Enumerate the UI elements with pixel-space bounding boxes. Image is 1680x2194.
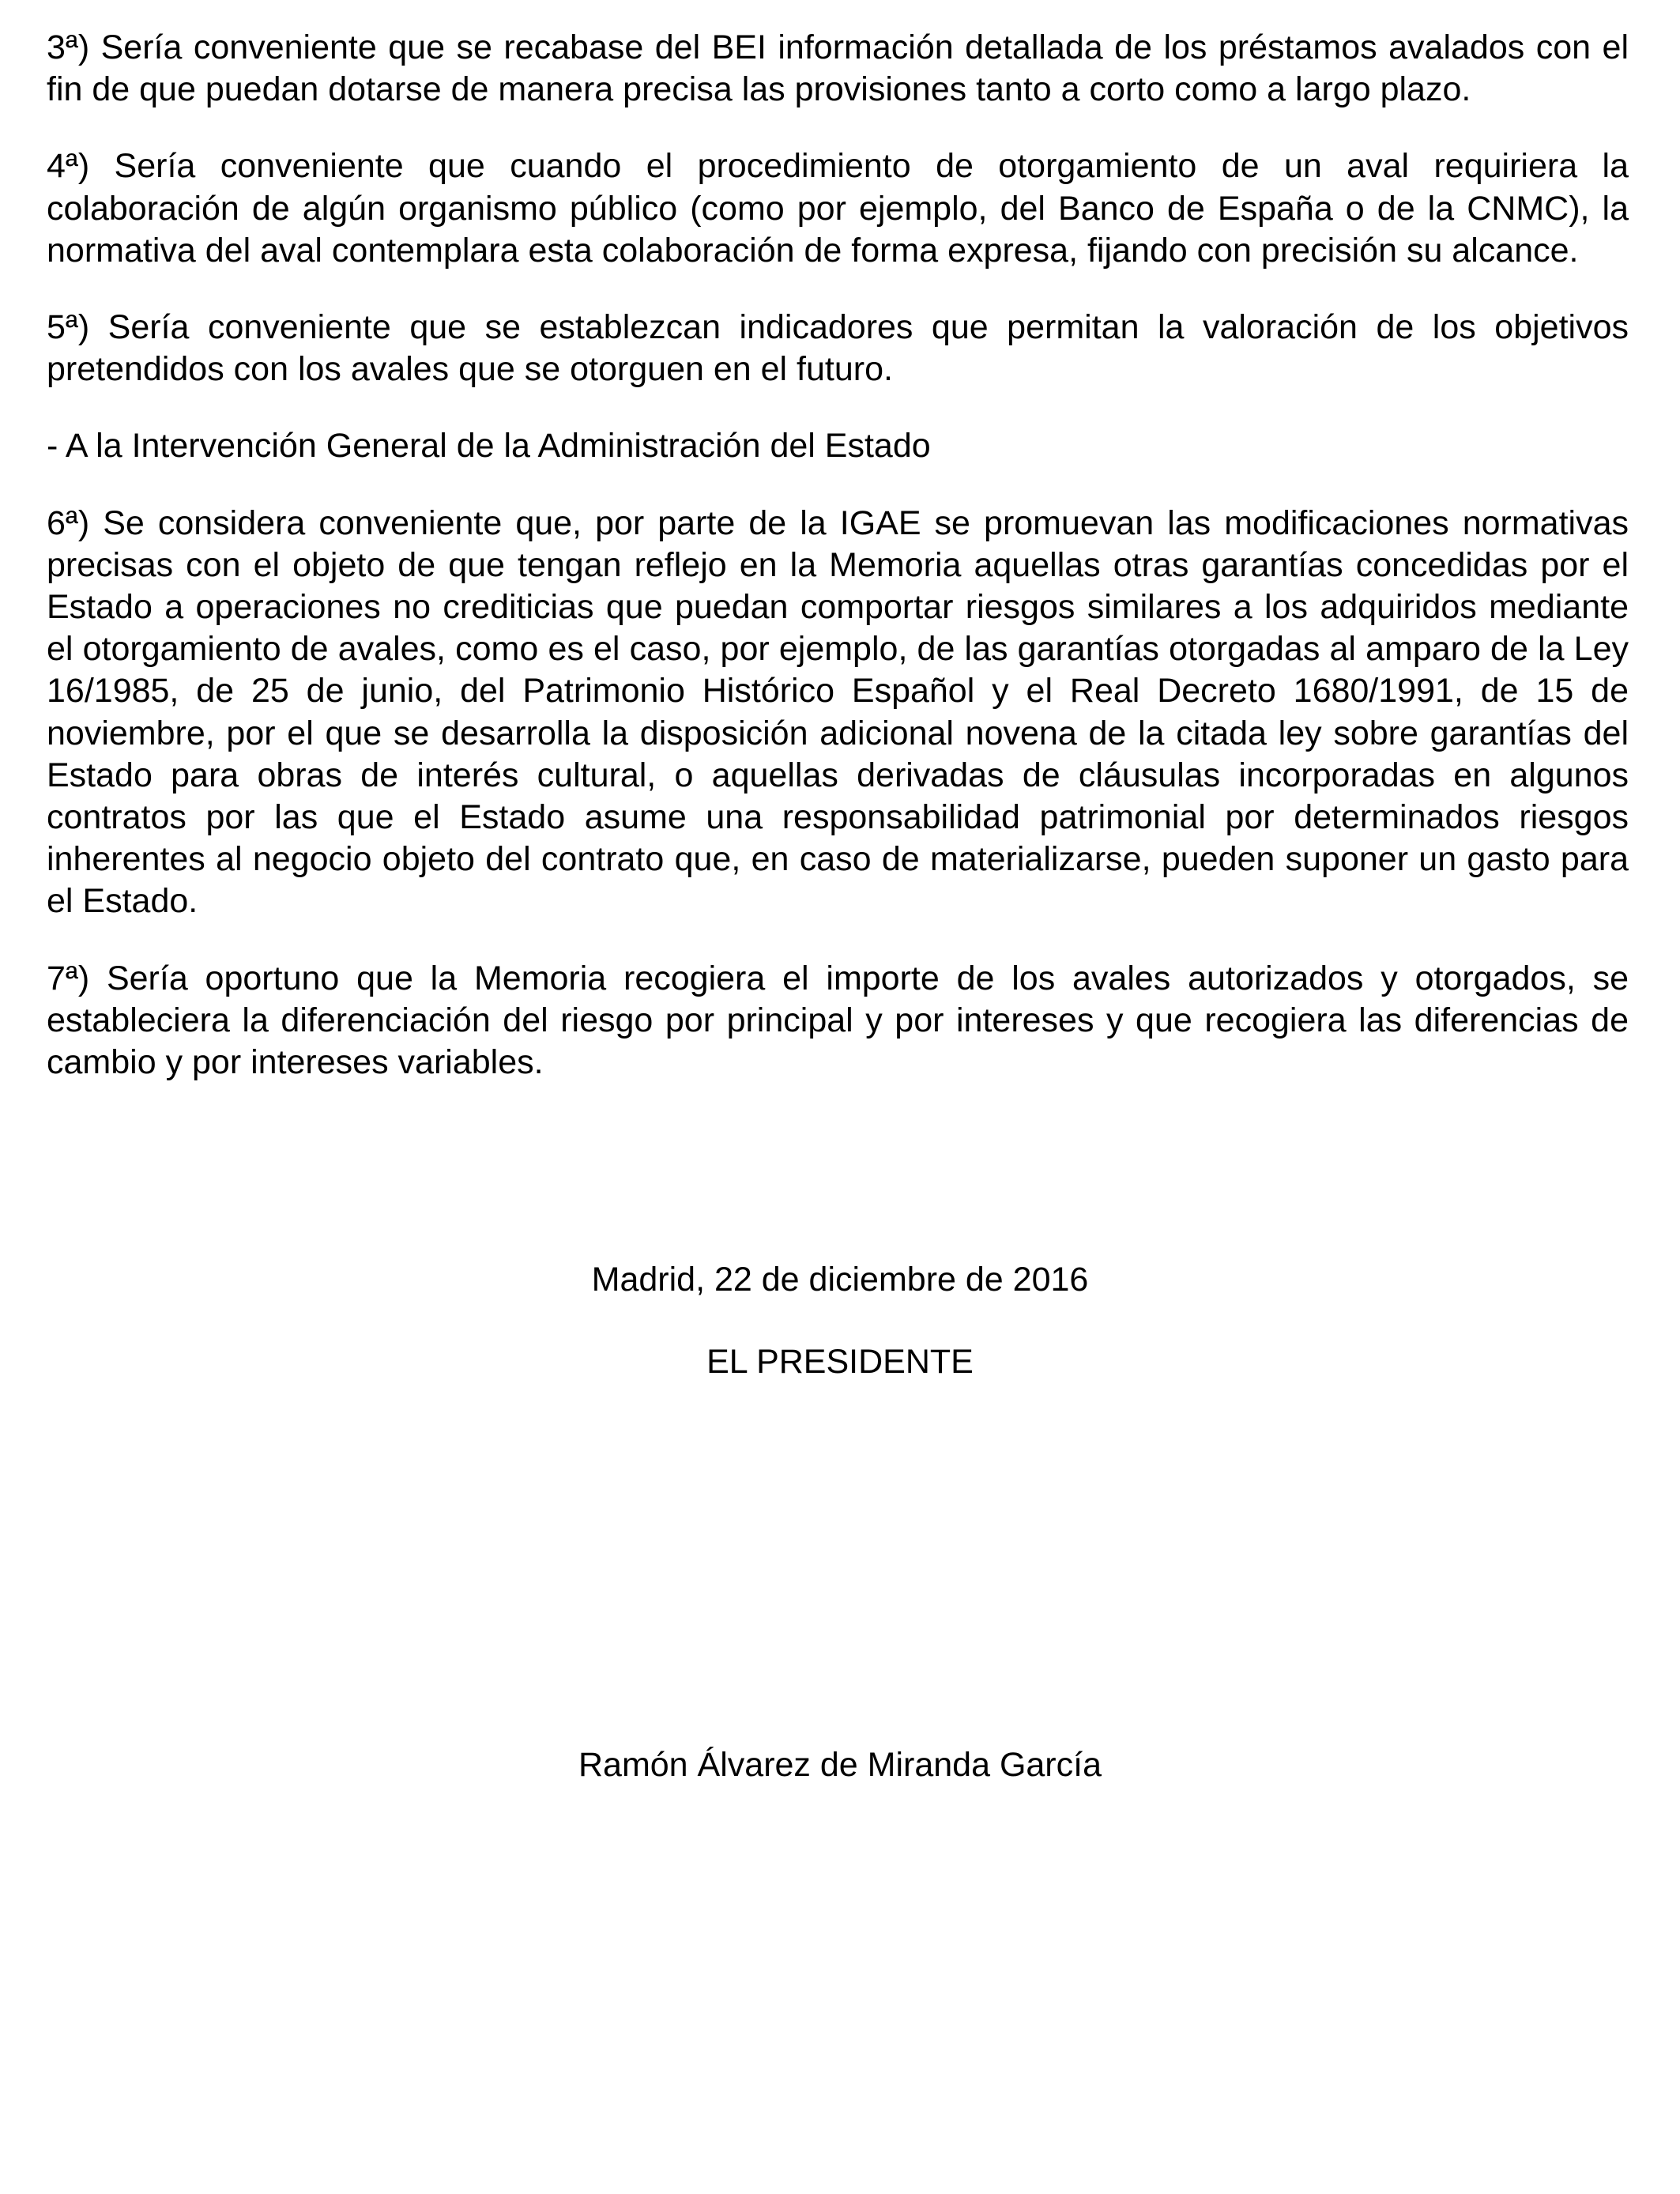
document-body xyxy=(47,27,1629,1084)
recommendation-4: 4ª) Sería conveniente que cuando el procedimiento de otorgamiento de un aval requiriera la colaboración de algún organismo público (como por ejemplo, del Banco de España o de la CNMC), la normativa del aval contemplara esta colaboración de forma expresa, fijando con precisión su alcance. xyxy=(47,147,1629,270)
recommendation-7: 7ª) Sería oportuno que la Memoria recogiera el importe de los avales autorizados y otorgados, se estableciera la diferenciación del riesgo por principal y por intereses y que recogiera las diferencias de cambio y por intereses variables. xyxy=(47,959,1629,1082)
place-date: Madrid, 22 de diciembre de 2016 xyxy=(591,1261,1089,1299)
recommendation-6: 6ª) Se considera conveniente que, por parte de la IGAE se promuevan las modificaciones normativas precisas con el objeto de que tengan reflejo en la Memoria aquellas otras garantías concedidas por el Estado a operaciones no crediticias que puedan comportar riesgos similares a los adquiridos mediante el otorgamiento de avales, como es el caso, por ejemplo, de las garantías otorgadas al amparo de la Ley 16/1985, de 25 de junio, del Patrimonio Histórico Español y el Real Decreto 1680/1991, de 15 de noviembre, por el que se desarrolla la disposición adicional novena de la citada ley sobre garantías del Estado para obras de interés cultural, o aquellas derivadas de cláusulas incorporadas en algunos contratos por las que el Estado asume una responsabilidad patrimonial por determinados riesgos inherentes al negocio objeto del contrato que, en caso de materializarse, pueden suponer un gasto para el Estado. xyxy=(47,503,1629,921)
section-heading-igae: - A la Intervención General de la Administración del Estado xyxy=(47,427,931,466)
signatory-name: Ramón Álvarez de Miranda García xyxy=(578,1746,1102,1784)
recommendation-5: 5ª) Sería conveniente que se establezcan indicadores que permitan la valoración de los objetivos pretendidos con los avales que se otorguen en el futuro. xyxy=(47,308,1629,389)
recommendation-3: 3ª) Sería conveniente que se recabase del BEI información detallada de los préstamos avalados con el fin de que puedan dotarse de manera precisa las provisiones tanto a corto como a largo plazo. xyxy=(47,28,1629,109)
signatory-title: EL PRESIDENTE xyxy=(706,1343,974,1381)
